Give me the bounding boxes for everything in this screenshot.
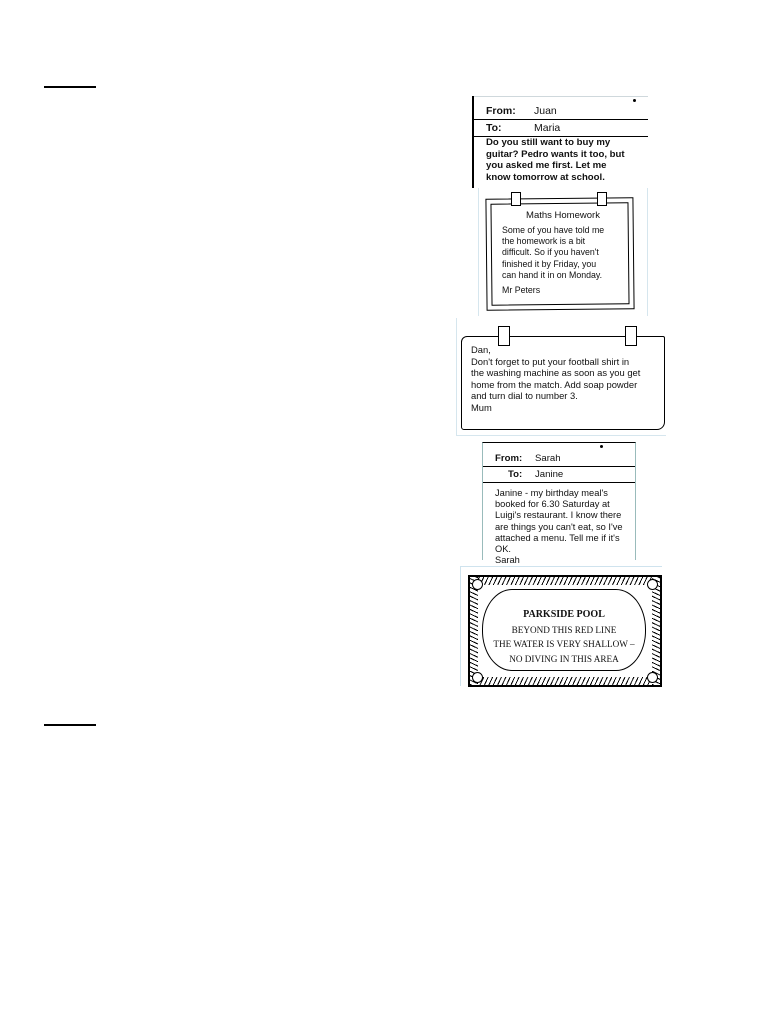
email-note-sarah	[482, 442, 636, 566]
section-rule-bottom	[44, 724, 96, 726]
email-from-row	[483, 450, 635, 467]
bolt-icon	[472, 579, 483, 590]
email-body-line: Do you still want to buy my	[486, 137, 611, 148]
mum-note-line: Don't forget to put your football shirt in	[471, 355, 630, 367]
mum-note-line: the washing machine as soon as you get	[471, 367, 641, 378]
mum-note-line: Mum	[471, 401, 492, 413]
email-body	[486, 137, 646, 183]
sign-hatch-bottom	[470, 677, 660, 685]
email-note-juan	[472, 96, 648, 188]
email-body-line: Luigi's restaurant. I know there	[495, 510, 622, 521]
notice-line: can hand it in on Monday.	[502, 269, 603, 280]
mum-note-line: home from the match. Add soap powder	[471, 378, 638, 390]
tape-icon	[625, 326, 637, 346]
notice-line: finished it by Friday, you	[502, 258, 597, 269]
section-rule-top	[44, 86, 96, 88]
bolt-icon	[472, 672, 483, 683]
to-label: To:	[508, 469, 523, 480]
sign-hatch-left	[470, 577, 478, 685]
mum-note-line: Dan,	[471, 344, 491, 355]
email-to-row	[483, 466, 635, 483]
to-value: Janine	[535, 469, 564, 480]
from-label: From:	[495, 453, 523, 464]
from-value: Sarah	[535, 453, 561, 464]
email-body-line: Sarah	[495, 555, 520, 566]
sign-line: THE WATER IS VERY SHALLOW –	[493, 639, 635, 649]
notice-signature: Mr Peters	[502, 285, 541, 295]
to-label: To:	[486, 122, 502, 134]
sign-text	[483, 608, 645, 666]
email-body	[495, 488, 635, 566]
bolt-icon	[647, 672, 658, 683]
sign-frame	[468, 575, 662, 687]
tape-icon	[511, 192, 521, 206]
email-top-edge	[474, 96, 648, 97]
homework-notice	[478, 188, 648, 316]
email-body-line: OK.	[495, 544, 512, 555]
email-body-line: you asked me first. Let me	[486, 160, 607, 171]
mum-note-text	[471, 344, 667, 413]
email-body-line: know tomorrow at school.	[486, 171, 605, 183]
pool-sign	[460, 566, 662, 686]
sign-hatch-right	[652, 577, 660, 685]
from-label: From:	[486, 105, 516, 117]
tape-icon	[498, 326, 510, 346]
tape-icon	[597, 192, 607, 206]
notice-line: Some of you have told me	[502, 225, 605, 235]
sign-line: BEYOND THIS RED LINE	[511, 624, 617, 635]
sign-hatch-top	[470, 577, 660, 585]
notice-line: difficult. So if you haven't	[502, 247, 599, 258]
sign-plaque	[482, 589, 646, 671]
email-body-line: are things you can't eat, so I've	[495, 521, 623, 532]
notice-line: the homework is a bit	[502, 236, 586, 247]
notice-title: Maths Homework	[526, 210, 600, 221]
email-body-line: booked for 6.30 Saturday at	[495, 499, 610, 510]
sign-line: PARKSIDE POOL	[523, 609, 605, 620]
bolt-icon	[647, 579, 658, 590]
email-body-line: attached a menu. Tell me if it's	[495, 532, 620, 543]
notice-body	[502, 225, 630, 281]
to-value: Maria	[534, 122, 561, 134]
email-to-row	[474, 119, 648, 137]
mum-note	[456, 318, 666, 436]
email-dot	[600, 445, 603, 448]
email-body-line: guitar? Pedro wants it too, but	[486, 148, 625, 160]
sign-line: NO DIVING IN THIS AREA	[509, 653, 619, 664]
from-value: Juan	[534, 105, 557, 117]
email-body-line: Janine - my birthday meal's	[495, 488, 608, 498]
email-from-row	[474, 102, 648, 120]
mum-note-line: and turn dial to number 3.	[471, 390, 578, 401]
